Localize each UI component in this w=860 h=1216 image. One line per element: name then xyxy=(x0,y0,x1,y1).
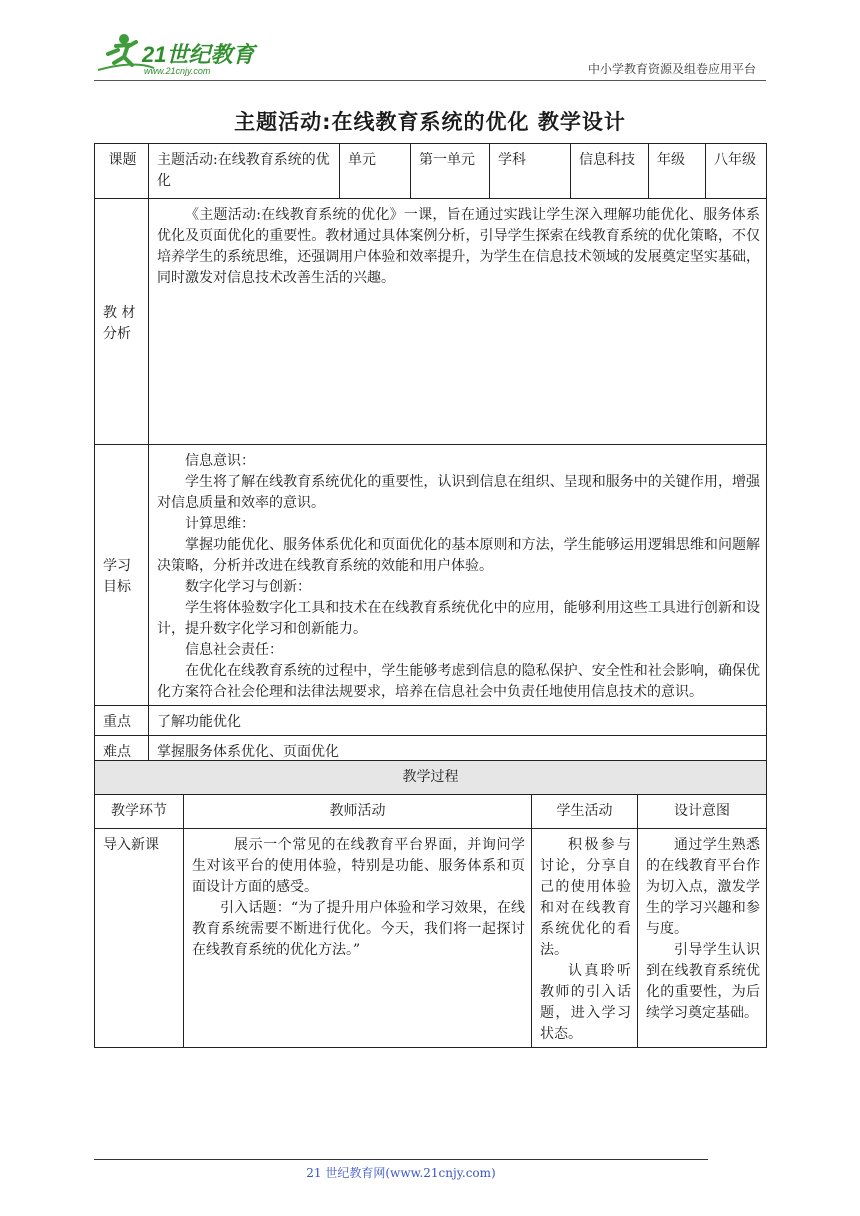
student-text: 积极参与讨论，分享自己的使用体验和对在线教育系统优化的看法。 xyxy=(540,837,631,958)
goal-heading: 数字化学习与创新： xyxy=(185,579,311,595)
goal-heading: 信息意识： xyxy=(185,453,255,469)
teacher-text: 展示一个常见的在线教育平台界面，并询问学生对该平台的使用体验，特别是功能、服务体系和页面设计方面的感受。 xyxy=(192,837,525,895)
grade-label: 年级 xyxy=(649,144,706,199)
header-teacher: 教师活动 xyxy=(184,795,532,829)
difficulty-label: 难点 xyxy=(95,736,149,766)
process-title-row xyxy=(95,761,767,795)
intent-text: 通过学生熟悉的在线教育平台作为切入点，激发学生的学习兴趣和参与度。 xyxy=(646,837,760,937)
header-intent: 设计意图 xyxy=(638,795,767,829)
goal-text: 学生将体验数字化工具和技术在在线教育系统优化中的应用，能够利用这些工具进行创新和设计，提升数字化学习和创新能力。 xyxy=(157,600,760,637)
goal-text: 学生将了解在线教育系统优化的重要性，认识到信息在组织、呈现和服务中的关键作用，增强对信息质量和效率的意识。 xyxy=(157,474,760,511)
process-row xyxy=(95,829,767,1048)
course-label: 课题 xyxy=(95,144,149,199)
subject-label: 学科 xyxy=(490,144,571,199)
key-point-label: 重点 xyxy=(95,706,149,736)
process-header-row xyxy=(95,795,767,829)
header-stage: 教学环节 xyxy=(95,795,184,829)
footer: 21 世纪教育网(www.21cnjy.com) xyxy=(306,1166,496,1180)
lesson-info-table xyxy=(94,143,767,766)
teacher-cell xyxy=(184,829,532,1048)
student-cell xyxy=(532,829,638,1048)
header-tagline: 中小学教育资源及组卷应用平台 xyxy=(587,62,756,76)
key-point-row xyxy=(95,706,767,736)
goal-heading: 信息社会责任： xyxy=(185,642,283,658)
page-header xyxy=(94,30,766,80)
intent-text: 引导学生认识到在线教育系统优化的重要性，为后续学习奠定基础。 xyxy=(646,942,760,1021)
difficulty-value: 掌握服务体系优化、页面优化 xyxy=(149,736,767,766)
goals-row xyxy=(95,445,767,706)
unit-value: 第一单元 xyxy=(411,144,490,199)
info-row xyxy=(95,144,767,199)
teacher-text: 引入话题：“为了提升用户体验和学习效果，在线教育系统需要不断进行优化。今天，我们将一起探讨在线教育系统的优化方法。” xyxy=(192,900,525,958)
subject-value: 信息科技 xyxy=(571,144,649,199)
stage-cell: 导入新课 xyxy=(95,829,184,1048)
unit-label: 单元 xyxy=(340,144,411,199)
process-title: 教学过程 xyxy=(95,761,767,795)
goals-content xyxy=(149,445,767,706)
goal-heading: 计算思维： xyxy=(185,516,255,532)
intent-cell xyxy=(638,829,767,1048)
goals-label-text: 学习目标 xyxy=(103,558,131,595)
analysis-row xyxy=(95,199,767,445)
goals-label xyxy=(95,445,149,706)
analysis-label-text: 教 材 分析 xyxy=(103,304,136,342)
analysis-content xyxy=(149,199,767,445)
logo xyxy=(94,30,269,78)
header-student: 学生活动 xyxy=(532,795,638,829)
goal-text: 在优化在线教育系统的过程中，学生能够考虑到信息的隐私保护、安全性和社会影响，确保优化方案符合社会伦理和法律法规要求，培养在信息社会中负责任地使用信息技术的意识。 xyxy=(157,663,760,700)
page-title: 主题活动:在线教育系统的优化 教学设计 xyxy=(234,110,626,134)
teaching-process-table xyxy=(94,760,767,1048)
course-value: 主题活动:在线教育系统的优化 xyxy=(149,144,340,199)
logo-text: 21世纪教育 xyxy=(142,42,255,67)
key-point-value: 了解功能优化 xyxy=(149,706,767,736)
goal-text: 掌握功能优化、服务体系优化和页面优化的基本原则和方法，学生能够运用逻辑思维和问题解决策略，分析并改进在线教育系统的效能和用户体验。 xyxy=(157,537,760,574)
analysis-text: 《主题活动:在线教育系统的优化》一课，旨在通过实践让学生深入理解功能优化、服务体系优化及页面优化的重要性。教材通过具体案例分析，引导学生探索在线教育系统的优化策略，不仅培养学生的系统思维，还强调用户体验和效率提升，为学生在信息技术领域的发展奠定坚实基础，同时激发对信息技术改善生活的兴趣。 xyxy=(157,207,760,286)
header-divider xyxy=(94,80,766,81)
student-text: 认真聆听教师的引入话题，进入学习状态。 xyxy=(540,963,631,1042)
footer-divider xyxy=(94,1159,708,1160)
logo-url: www.21cnjy.com xyxy=(144,66,211,76)
grade-value: 八年级 xyxy=(706,144,767,199)
analysis-label xyxy=(95,199,149,445)
